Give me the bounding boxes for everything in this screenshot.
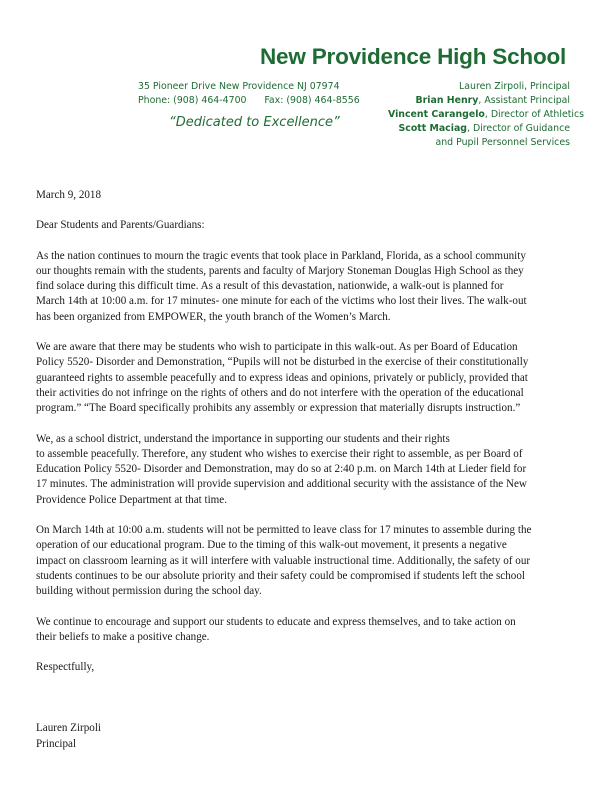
text-line: March 14th at 10:00 a.m. for 17 minutes- one minute for each of the victims who lost their lives. The walk-out — [36, 295, 527, 308]
letter-body — [36, 188, 580, 752]
text-line: students continues to be our absolute priority and their safety could be compromised if students left the school — [36, 569, 525, 582]
staff-name: Vincent Carangelo — [388, 109, 485, 120]
text-line: As the nation continues to mourn the tragic events that took place in Parkland, Florida, as a school community — [36, 249, 526, 262]
letter-date: March 9, 2018 — [36, 189, 102, 201]
staff-line — [388, 136, 570, 150]
paragraph — [36, 340, 580, 416]
staff-line — [388, 122, 570, 136]
staff-line — [388, 94, 570, 108]
staff-line — [388, 108, 585, 122]
signature-name: Lauren Zirpoli — [36, 722, 101, 735]
staff-title: , Principal — [524, 81, 570, 92]
staff-line — [388, 80, 570, 94]
paragraph — [36, 523, 580, 599]
text-line: Providence Police Department at that time. — [36, 493, 227, 506]
text-line: guaranteed rights to assemble peacefully and to express ideas and opinions, privately or publicly, provided that — [36, 371, 528, 384]
signature-title: Principal — [36, 737, 77, 750]
paragraph — [36, 249, 580, 325]
contact-info — [138, 80, 378, 108]
salutation: Dear Students and Parents/Guardians: — [36, 219, 205, 232]
staff-title: and Pupil Personnel Services — [435, 137, 570, 148]
text-line: We are aware that there may be students who wish to participate in this walk-out. As per Board of Education — [36, 341, 518, 354]
paragraph — [36, 615, 580, 646]
staff-title: , Director of Guidance — [467, 123, 570, 134]
text-line: find solace during this difficult time. As a result of this devastation, nationwide, a walk-out is planned for — [36, 280, 504, 293]
staff-name: Lauren Zirpoli — [459, 81, 525, 92]
text-line: On March 14th at 10:00 a.m. students will not be permitted to leave class for 17 minutes to assemble during the — [36, 524, 532, 537]
text-line: operation of our educational program. Due to the timing of this walk-out movement, it presents a negative — [36, 539, 507, 552]
text-line: program.” “The Board specifically prohibits any assembly or expression that materially disrupts instruction.” — [36, 402, 521, 415]
school-address: 35 Pioneer Drive New Providence NJ 07974 — [138, 81, 340, 92]
text-line: our thoughts remain with the students, parents and faculty of Marjory Stoneman Douglas High School as they — [36, 264, 524, 277]
text-line: building without permission during the school day. — [36, 585, 262, 598]
text-line: has been organized from EMPOWER, the youth branch of the Women’s March. — [36, 310, 391, 323]
text-line: We continue to encourage and support our students to educate and express themselves, and to take action on — [36, 615, 516, 628]
paragraph — [36, 432, 580, 508]
staff-title: , Director of Athletics — [484, 109, 585, 120]
text-line: 17 minutes. The administration will provide supervision and additional security with the assistance of the New — [36, 478, 527, 491]
staff-list — [388, 80, 585, 150]
text-line: impact on classroom learning as it will interfere with valuable instructional time. Additionally, the safety of our — [36, 554, 531, 567]
staff-name: Scott Maciag — [398, 123, 467, 134]
staff-title: , Assistant Principal — [478, 95, 570, 106]
phone-number: Phone: (908) 464-4700 — [138, 95, 247, 106]
text-line: We, as a school district, understand the importance in supporting our students and their rights — [36, 432, 450, 445]
text-line: to assemble peacefully. Therefore, any student who wishes to exercise their right to assemble, as per Board of — [36, 447, 523, 460]
staff-name: Brian Henry — [415, 95, 479, 106]
text-line: Education Policy 5520- Disorder and Demonstration, may do so at 2:40 p.m. on March 14th at Lieder field for — [36, 463, 527, 476]
school-name: New Providence High School — [260, 44, 567, 69]
fax-number: Fax: (908) 464-8556 — [264, 95, 360, 106]
closing: Respectfully, — [36, 661, 95, 674]
text-line: their activities do not infringe on the rights of others and do not interfere with the operation of the educational — [36, 386, 524, 399]
school-motto: “Dedicated to Excellence” — [169, 115, 340, 130]
phone-fax-line — [138, 94, 378, 108]
text-line: Policy 5520- Disorder and Demonstration, “Pupils will not be disturbed in the exercise of their constitutionally — [36, 356, 529, 369]
text-line: their beliefs to make a positive change. — [36, 630, 210, 643]
